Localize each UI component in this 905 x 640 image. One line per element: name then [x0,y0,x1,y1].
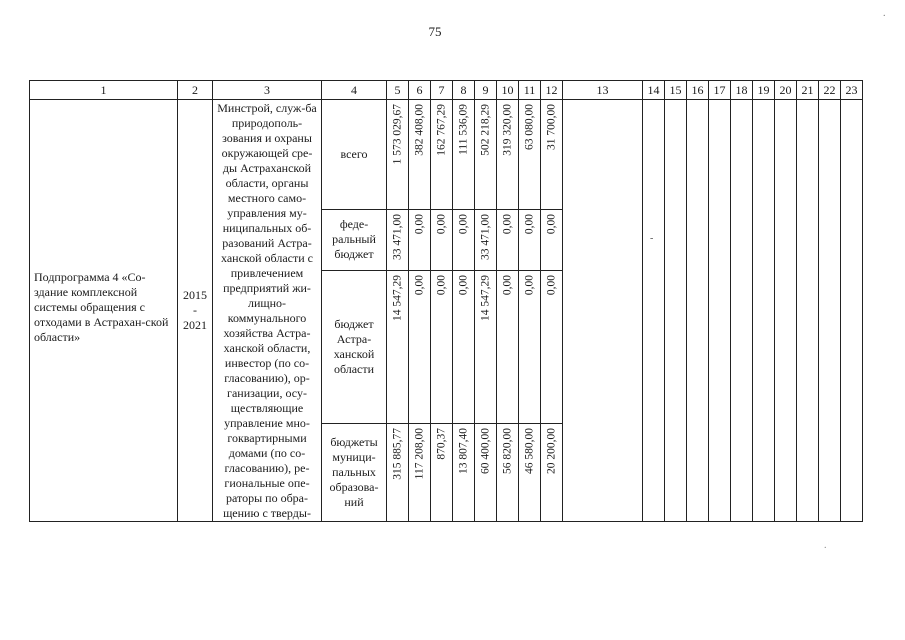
header-cell: 6 [409,81,431,100]
program-name: Подпрограмма 4 «Со-здание комплексной системы обращения с отходами в Астрахан-ской области» [30,100,178,522]
header-cell: 4 [322,81,387,100]
table-row [30,100,863,210]
header-cell: 7 [431,81,453,100]
source-federal: феде-ральный бюджет [322,210,387,271]
header-cell: 22 [819,81,841,100]
value-cell: 0,00 [545,214,557,235]
header-cell: 9 [475,81,497,100]
empty-cell [643,100,665,522]
header-cell: 3 [213,81,322,100]
value-cell: 33 471,00 [479,214,491,261]
empty-cell [841,100,863,522]
header-cell: 5 [387,81,409,100]
empty-cell [819,100,841,522]
header-cell: 16 [687,81,709,100]
value-cell: 14 547,29 [479,274,491,321]
value-cell: 63 080,00 [523,104,535,150]
header-cell: 23 [841,81,863,100]
header-cell: 21 [797,81,819,100]
empty-cell [665,100,687,522]
value-cell: 0,00 [501,274,513,295]
header-cell: 18 [731,81,753,100]
empty-cell [709,100,731,522]
value-cell: 117 208,00 [413,428,425,480]
value-cell: 870,37 [435,428,447,460]
value-cell: 0,00 [413,214,425,235]
value-cell: 31 700,00 [545,104,557,150]
value-cell: 0,00 [413,274,425,295]
header-cell: 10 [497,81,519,100]
value-cell: 0,00 [545,274,557,295]
stray-mark: - [650,233,654,244]
value-cell: 0,00 [435,274,447,295]
header-cell: 2 [178,81,213,100]
empty-cell [563,100,643,522]
value-cell: 319 320,00 [501,104,513,156]
value-cell: 60 400,00 [479,428,491,475]
source-total: всего [322,100,387,210]
empty-cell [753,100,775,522]
value-cell: 0,00 [523,274,535,295]
header-row [30,81,863,100]
header-cell: 8 [453,81,475,100]
header-cell: 13 [563,81,643,100]
value-cell: 20 200,00 [545,428,557,475]
value-cell: 46 580,00 [523,428,535,475]
value-cell: 315 885,77 [391,428,403,480]
source-regional: бюджет Астра-ханской области [322,270,387,423]
value-cell: 33 471,00 [391,214,403,261]
stray-mark: . [824,540,827,551]
value-cell: 13 807,40 [457,428,469,475]
empty-cell [797,100,819,522]
program-executors: Минстрой, служ-ба природополь-зования и охраны окружающей сре-ды Астраханской области, органы местного само-управления му-ниципальных об-разований Астра-ханской области с привлечением предприятий жи-лищно-коммунального хозяйства Астра-ханской области, инвестор (по со-гласованию), ор-ганизации, осу-ществляющие управление мно-гоквартирными домами (по со-гласованию), ре-гиональные опе-раторы по обра-щению с тверды- [213,100,322,522]
value-cell: 56 820,00 [501,428,513,475]
source-municipal: бюджеты муници-пальных образова-ний [322,424,387,522]
header-cell: 17 [709,81,731,100]
header-cell: 14 [643,81,665,100]
empty-cell [687,100,709,522]
header-cell: 20 [775,81,797,100]
header-cell: 19 [753,81,775,100]
empty-cell [731,100,753,522]
value-cell: 382 408,00 [413,104,425,156]
value-cell: 162 767,29 [435,104,447,156]
header-cell: 15 [665,81,687,100]
program-years: 2015 - 2021 [178,100,213,522]
header-cell: 12 [541,81,563,100]
value-cell: 502 218,29 [479,104,491,156]
page-number: 75 [428,24,442,39]
value-cell: 1 573 029,67 [391,104,403,165]
value-cell: 0,00 [523,214,535,235]
stray-mark: . [883,8,886,19]
value-cell: 0,00 [457,214,469,235]
header-cell: 1 [30,81,178,100]
budget-table [29,80,863,522]
value-cell: 0,00 [435,214,447,235]
value-cell: 0,00 [501,214,513,235]
header-cell: 11 [519,81,541,100]
value-cell: 0,00 [457,274,469,295]
value-cell: 14 547,29 [391,274,403,321]
empty-cell [775,100,797,522]
value-cell: 111 536,09 [457,104,469,155]
